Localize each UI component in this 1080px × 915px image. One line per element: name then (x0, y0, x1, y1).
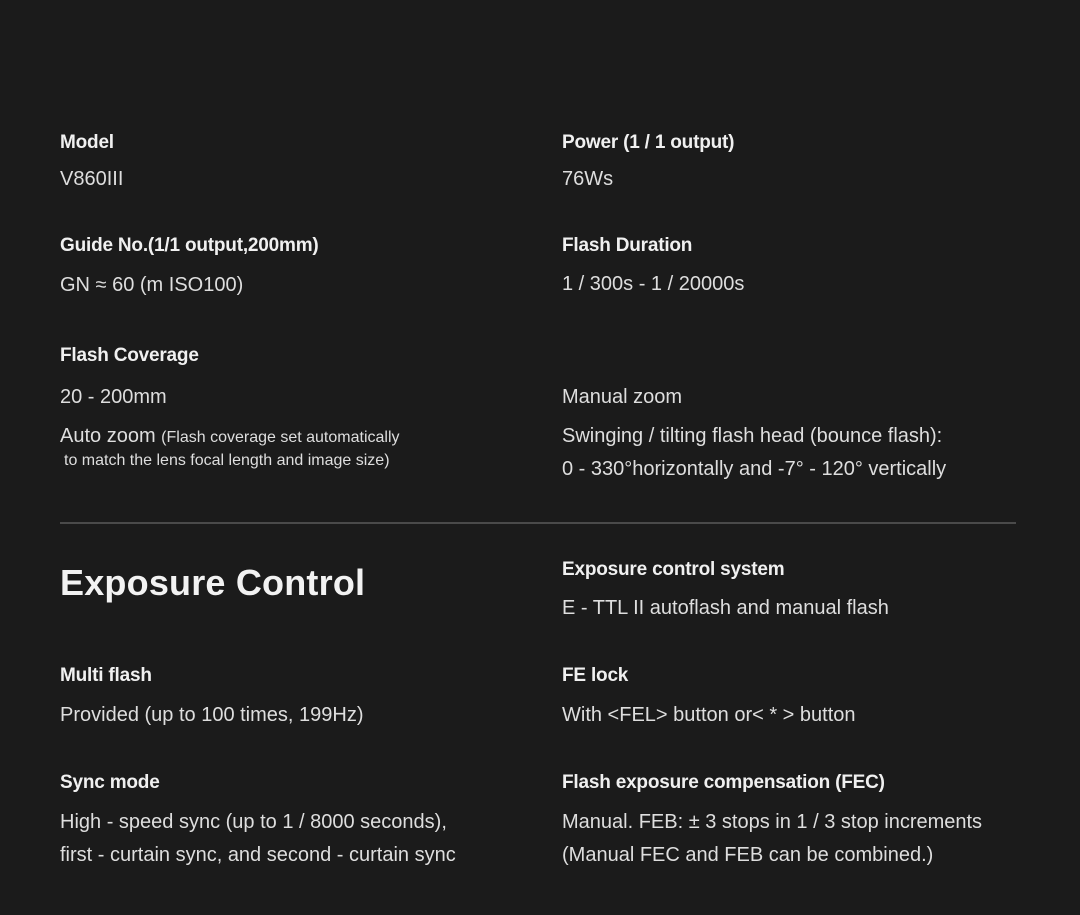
exposure-control-heading: Exposure Control (60, 562, 366, 603)
sync-mode-line-1: High - speed sync (up to 1 / 8000 seconds), (60, 811, 447, 833)
power-value: 76Ws (562, 168, 614, 190)
guide-number-value: GN ≈ 60 (m ISO100) (60, 274, 244, 296)
auto-zoom-text: Auto zoom (60, 425, 156, 447)
swing-tilt-line-2: 0 - 330°horizontally and -7° - 120° vertically (562, 458, 947, 480)
manual-zoom-value: Manual zoom (562, 386, 683, 408)
sync-mode-label: Sync mode (60, 772, 160, 793)
multi-flash-label: Multi flash (60, 665, 152, 686)
auto-zoom-note-2: to match the lens focal length and image size) (64, 452, 390, 469)
power-label: Power (1 / 1 output) (562, 132, 735, 153)
auto-zoom-line (60, 425, 400, 448)
guide-number-label: Guide No.(1/1 output,200mm) (60, 235, 319, 256)
model-value: V860III (60, 168, 124, 190)
fec-line-2: (Manual FEC and FEB can be combined.) (562, 844, 934, 866)
flash-duration-value: 1 / 300s - 1 / 20000s (562, 273, 745, 295)
flash-coverage-label: Flash Coverage (60, 345, 199, 366)
sync-mode-line-2: first - curtain sync, and second - curtain sync (60, 844, 456, 866)
multi-flash-value: Provided (up to 100 times, 199Hz) (60, 704, 364, 726)
flash-coverage-value: 20 - 200mm (60, 386, 167, 408)
fec-line-1: Manual. FEB: ± 3 stops in 1 / 3 stop increments (562, 811, 983, 833)
fec-label: Flash exposure compensation (FEC) (562, 772, 885, 793)
fe-lock-value: With <FEL> button or< * > button (562, 704, 856, 726)
flash-duration-label: Flash Duration (562, 235, 693, 256)
model-label: Model (60, 132, 114, 153)
swing-tilt-line-1: Swinging / tilting flash head (bounce flash): (562, 425, 943, 447)
auto-zoom-note-1: (Flash coverage set automatically (161, 429, 400, 446)
exposure-system-label: Exposure control system (562, 559, 785, 580)
section-divider (60, 522, 1016, 524)
exposure-system-value: E - TTL II autoflash and manual flash (562, 597, 889, 619)
fe-lock-label: FE lock (562, 665, 629, 686)
